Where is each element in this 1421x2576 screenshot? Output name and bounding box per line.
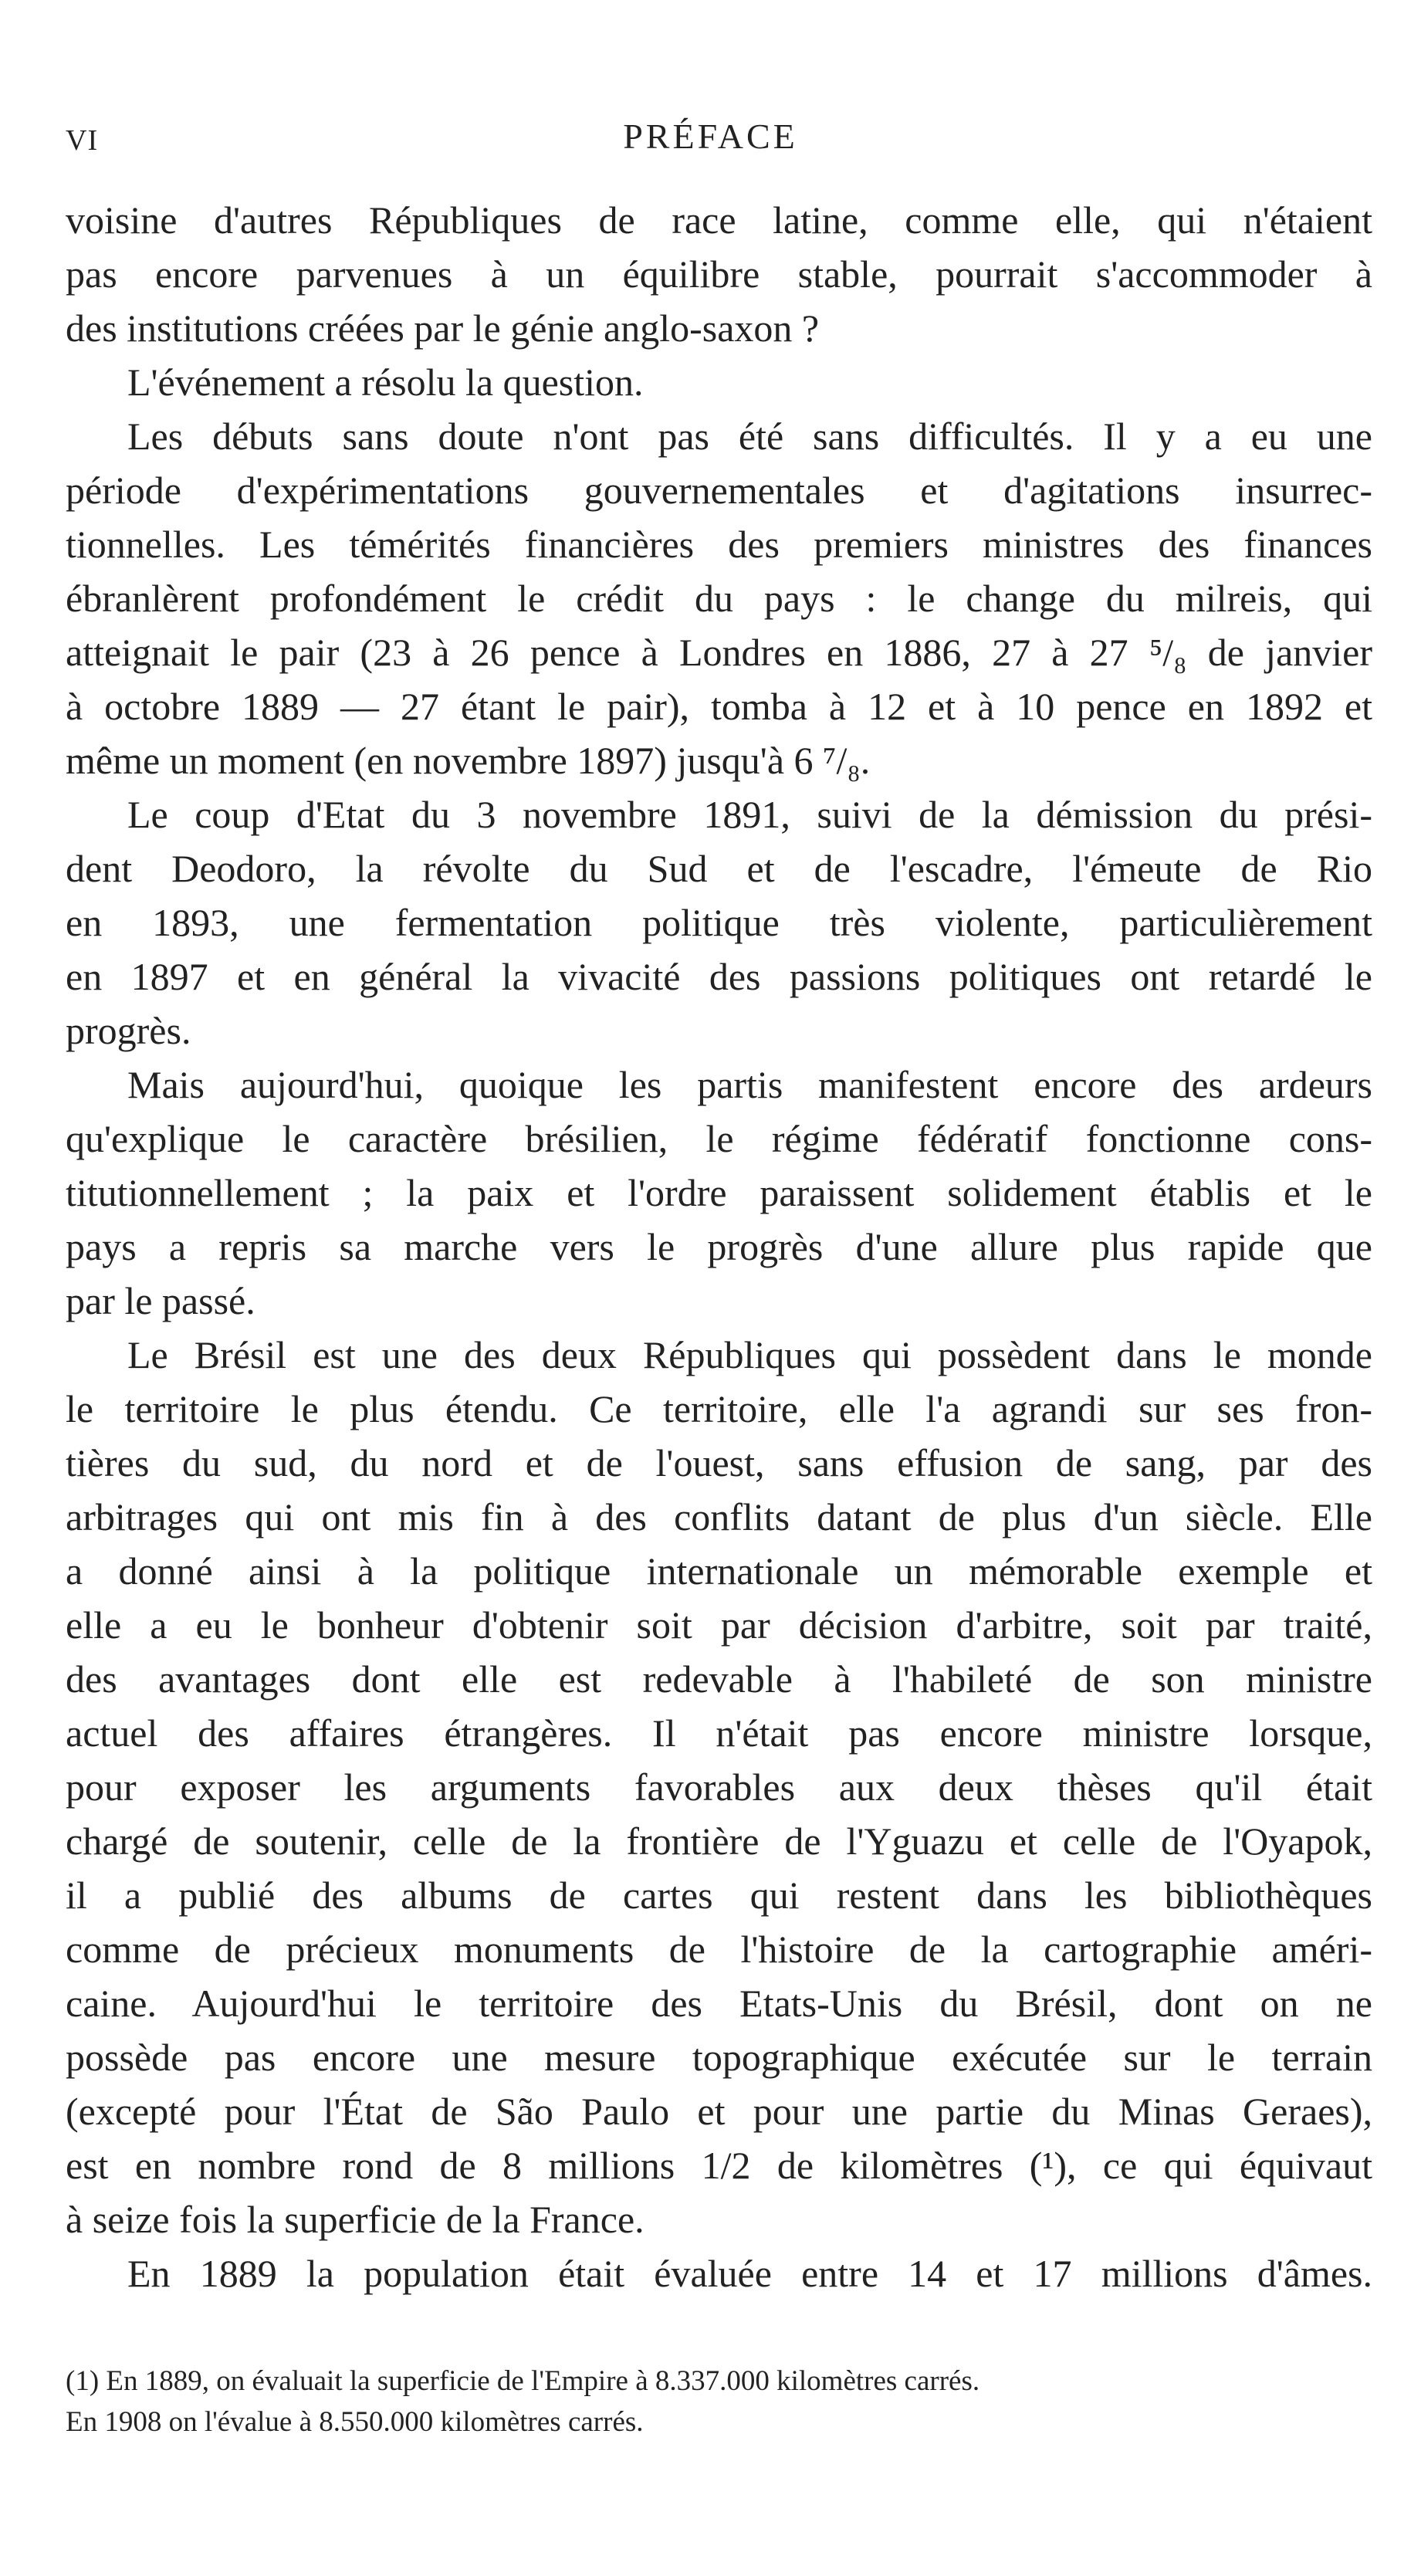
text-line: tionnelles. Les témérités financières des premiers ministres des finances [66, 523, 1372, 566]
text-line: le territoire le plus étendu. Ce territoire, elle l'a agrandi sur ses fron- [66, 1387, 1372, 1430]
text-line: pays a repris sa marche vers le progrès d'une allure plus rapide que [66, 1225, 1372, 1268]
footnote-line: (1) En 1889, on évaluait la superficie de l'Empire à 8.337.000 kilomètres carrés. [66, 2365, 980, 2397]
text-line: période d'expérimentations gouvernementales et d'agitations insurrec- [66, 469, 1372, 512]
text-line: en 1893, une fermentation politique très violente, particulièrement [66, 901, 1372, 944]
paragraph-start: Mais aujourd'hui, quoique les partis manifestent encore des ardeurs [127, 1063, 1372, 1106]
text-line: il a publié des albums de cartes qui restent dans les bibliothèques [66, 1874, 1372, 1917]
text-line: pour exposer les arguments favorables aux deux thèses qu'il était [66, 1765, 1372, 1809]
text-line: des avantages dont elle est redevable à l'habileté de son ministre [66, 1657, 1372, 1701]
footnotes [66, 2361, 1372, 2442]
text-line: actuel des affaires étrangères. Il n'était pas encore ministre lorsque, [66, 1711, 1372, 1755]
text-line: dent Deodoro, la révolte du Sud et de l'escadre, l'émeute de Rio [66, 847, 1372, 890]
text-line: en 1897 et en général la vivacité des passions politiques ont retardé le [66, 955, 1372, 998]
text-line: tières du sud, du nord et de l'ouest, sans effusion de sang, par des [66, 1441, 1372, 1484]
body-text [66, 193, 1372, 2300]
paragraph-start: Les débuts sans doute n'ont pas été sans difficultés. Il y a eu une [127, 415, 1372, 458]
text-line: possède pas encore une mesure topographique exécutée sur le terrain [66, 2036, 1372, 2079]
text-line: atteignait le pair (23 à 26 pence à Londres en 1886, 27 à 27 ⁵/₈ de janvier [66, 631, 1372, 674]
text-line: comme de précieux monuments de l'histoire de la cartographie améri- [66, 1928, 1372, 1971]
text-line: arbitrages qui ont mis fin à des conflits datant de plus d'un siècle. Elle [66, 1495, 1372, 1538]
text-line: des institutions créées par le génie anglo-saxon ? [66, 306, 820, 350]
text-line: pas encore parvenues à un équilibre stable, pourrait s'accommoder à [66, 252, 1372, 296]
text-line: à octobre 1889 — 27 étant le pair), tomba à 12 et à 10 pence en 1892 et [66, 685, 1372, 728]
text-line: (excepté pour l'État de São Paulo et pour une partie du Minas Geraes), [66, 2090, 1372, 2133]
text-line: caine. Aujourd'hui le territoire des Etats-Unis du Brésil, dont on ne [66, 1982, 1372, 2025]
text-line: a donné ainsi à la politique internationale un mémorable exemple et [66, 1549, 1372, 1593]
page-number: VI [66, 124, 99, 157]
paragraph-start: L'événement a résolu la question. [127, 361, 644, 404]
text-line: ébranlèrent profondément le crédit du pays : le change du milreis, qui [66, 577, 1372, 620]
paragraph-start: Le coup d'Etat du 3 novembre 1891, suivi de la démission du prési- [127, 793, 1372, 836]
text-line: qu'explique le caractère brésilien, le régime fédératif fonctionne cons- [66, 1117, 1372, 1160]
text-line: elle a eu le bonheur d'obtenir soit par décision d'arbitre, soit par traité, [66, 1603, 1372, 1647]
text-line: chargé de soutenir, celle de la frontière de l'Yguazu et celle de l'Oyapok, [66, 1819, 1372, 1863]
text-line: progrès. [66, 1009, 191, 1052]
paragraph-start: En 1889 la population était évaluée entre 14 et 17 millions d'âmes. [127, 2252, 1372, 2295]
text-line: à seize fois la superficie de la France. [66, 2198, 645, 2241]
text-line: par le passé. [66, 1279, 255, 1322]
text-line: titutionnellement ; la paix et l'ordre paraissent solidement établis et le [66, 1171, 1372, 1214]
text-line: est en nombre rond de 8 millions 1/2 de kilomètres (¹), ce qui équivaut [66, 2144, 1372, 2187]
running-title: PRÉFACE [623, 117, 798, 156]
text-line: voisine d'autres Républiques de race latine, comme elle, qui n'étaient [66, 198, 1372, 242]
paragraph-start: Le Brésil est une des deux Républiques qui possèdent dans le monde [127, 1333, 1372, 1376]
text-line: même un moment (en novembre 1897) jusqu'à 6 ⁷/₈. [66, 739, 871, 782]
footnote-line: En 1908 on l'évalue à 8.550.000 kilomètres carrés. [66, 2406, 644, 2438]
